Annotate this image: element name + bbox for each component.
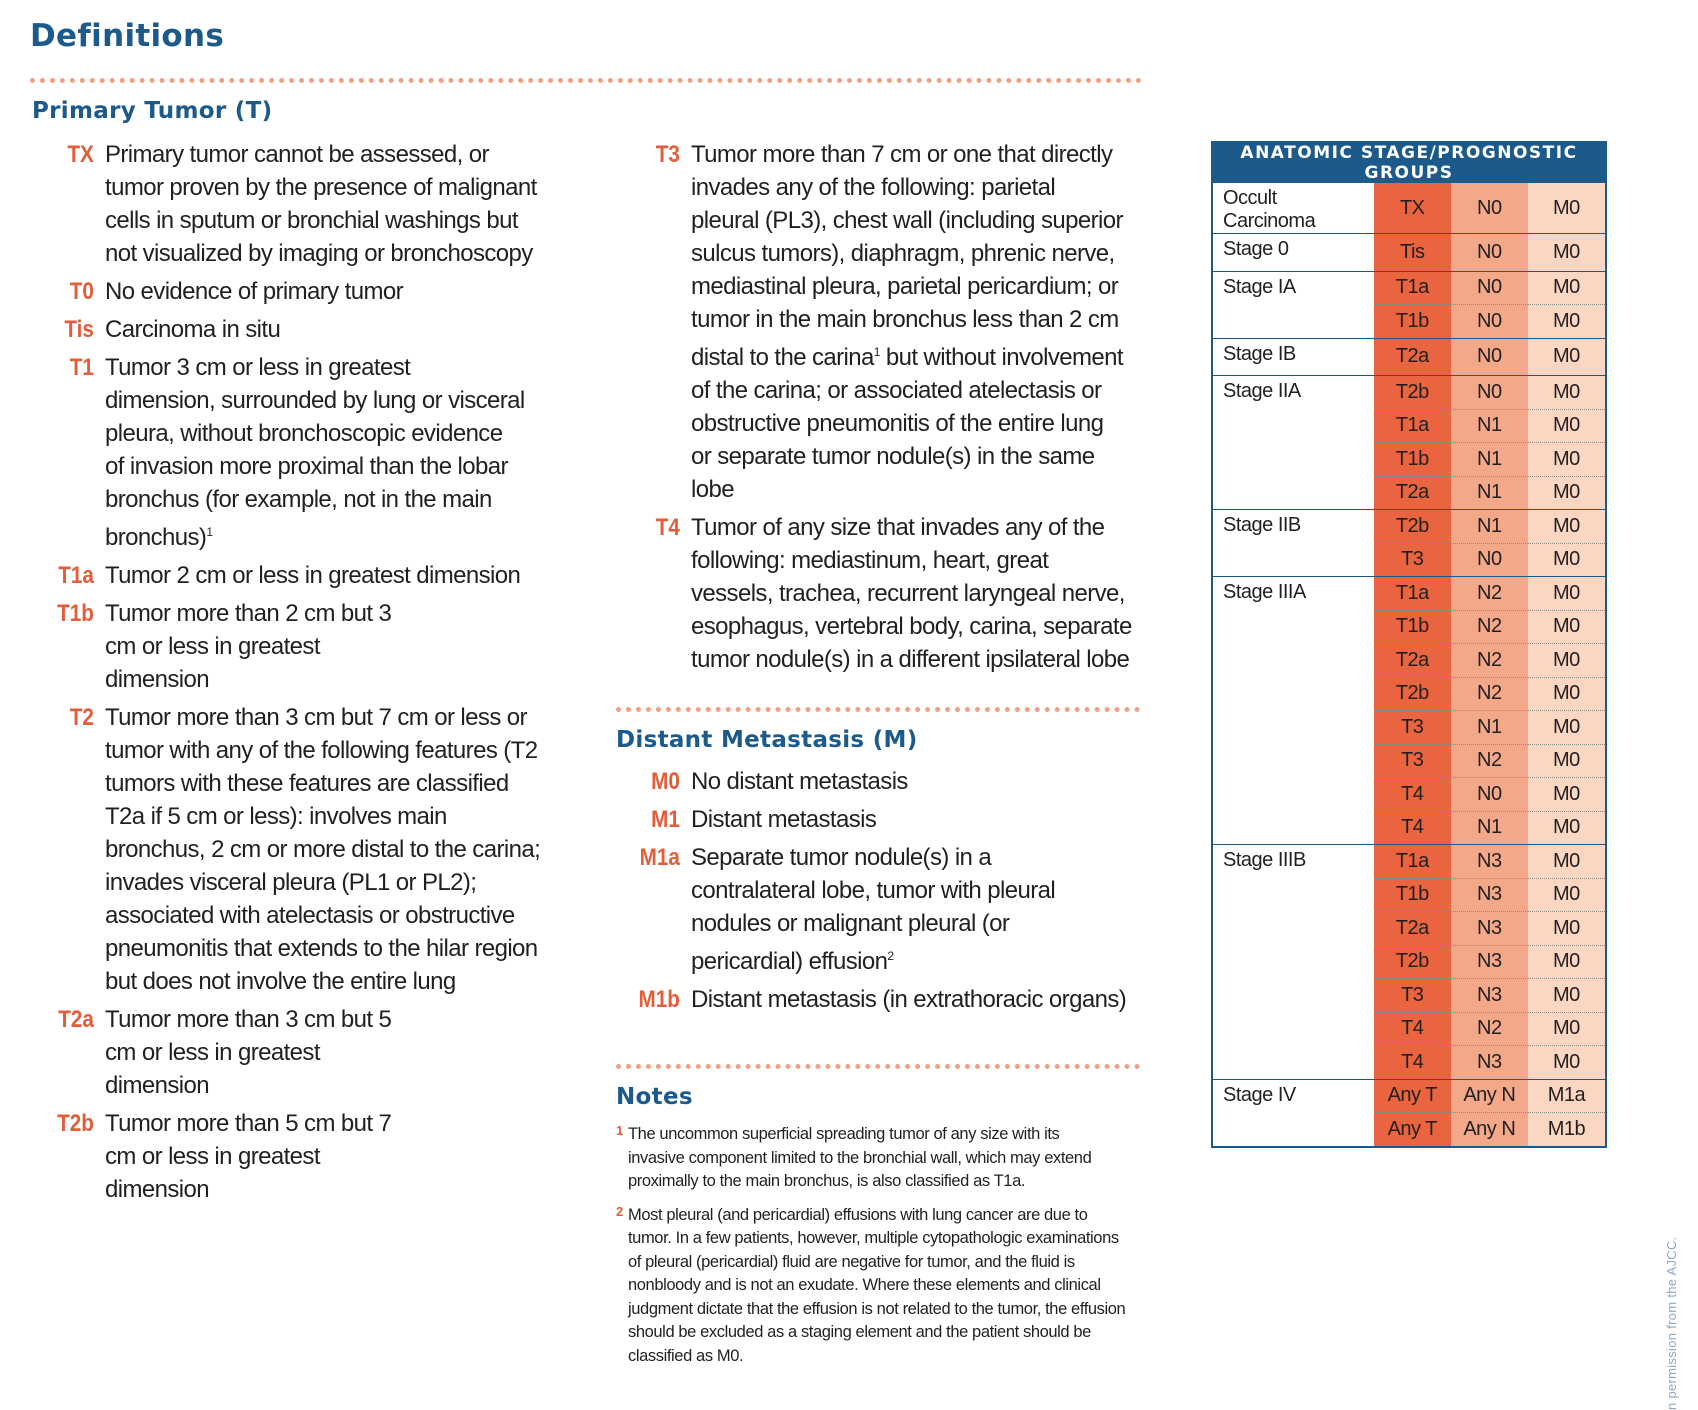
t-cell: T2b [1374,945,1451,979]
m-cell: M0 [1528,183,1606,234]
definition-code: T4 [655,514,680,541]
m-cell: M0 [1528,811,1606,845]
t-cell: TX [1374,183,1451,234]
m-cell: M0 [1528,305,1606,339]
definition-item [30,559,550,592]
table-row [1212,845,1606,879]
stage-label: Stage IV [1212,1079,1374,1147]
t-cell: T1b [1374,443,1451,477]
table-row [1212,271,1606,305]
m-cell: M0 [1528,376,1606,410]
t-cell: Tis [1374,234,1451,272]
t-cell: T4 [1374,1012,1451,1046]
m-cell: M0 [1528,744,1606,778]
notes-list [616,1123,1136,1378]
definition-code: M1b [638,986,680,1013]
note-text: The uncommon superficial spreading tumor of any size with its invasive component limited to the bronchial wall, which may extend proximally to the main bronchus, is also classified as T1a. [628,1125,1092,1190]
m-cell: M0 [1528,234,1606,272]
definition-text: Tumor 2 cm or less in greatest dimension [105,562,521,589]
n-cell: N1 [1451,711,1528,745]
definition-text: Tumor of any size that invades any of the following: mediastinum, heart, great vessels, trachea, recurrent laryngeal nerve, esophagus, vertebral body, carina, separate tumor nodule(s) in a different ipsilateral lobe [691,514,1132,673]
definition-item [30,597,550,696]
m-cell: M0 [1528,271,1606,305]
t-cell: T2a [1374,912,1451,946]
n-cell: N3 [1451,845,1528,879]
definition-code: T2a [58,1006,94,1033]
definition-text: Tumor more than 2 cm but 3 cm or less in greatest dimension [105,600,392,693]
n-cell: N0 [1451,183,1528,234]
n-cell: N2 [1451,577,1528,611]
n-cell: N0 [1451,376,1528,410]
definition-code: TX [67,141,94,168]
definition-item [616,803,1136,836]
t-cell: T4 [1374,1046,1451,1080]
m-cell: M0 [1528,878,1606,912]
definition-text: Tumor more than 5 cm but 7 cm or less in greatest dimension [105,1110,392,1203]
n-cell: N0 [1451,305,1528,339]
m-cell: M0 [1528,610,1606,644]
definition-item [616,138,1136,506]
table-row [1212,1079,1606,1113]
n-cell: N1 [1451,443,1528,477]
m-cell: M0 [1528,845,1606,879]
t-cell: T3 [1374,744,1451,778]
n-cell: N2 [1451,1012,1528,1046]
definition-code: T2 [69,704,94,731]
definition-item [30,313,550,346]
t-cell: Any T [1374,1079,1451,1113]
n-cell: N0 [1451,234,1528,272]
t-cell: T2a [1374,644,1451,678]
n-cell: N2 [1451,677,1528,711]
t-cell: T1b [1374,305,1451,339]
distant-metastasis-heading: Distant Metastasis (M) [616,727,918,753]
table-row [1212,577,1606,611]
primary-tumor-list [30,138,550,1206]
m-cell: M0 [1528,1012,1606,1046]
n-cell: N0 [1451,271,1528,305]
t-cell: T2b [1374,376,1451,410]
definition-item [30,1107,550,1206]
n-cell: N1 [1451,409,1528,443]
definition-item [616,511,1136,676]
definition-item [30,701,550,998]
m-cell: M1b [1528,1113,1606,1147]
t-cell: T4 [1374,811,1451,845]
definition-code: T3 [655,141,680,168]
t-cell: T1a [1374,577,1451,611]
n-cell: N2 [1451,744,1528,778]
n-cell: N3 [1451,912,1528,946]
table-row [1212,510,1606,544]
t-cell: T2a [1374,476,1451,510]
m-cell: M0 [1528,945,1606,979]
n-cell: N2 [1451,610,1528,644]
m-cell: M0 [1528,677,1606,711]
note-item [616,1204,1136,1369]
definition-item [30,1003,550,1102]
definition-item [30,275,550,308]
definition-code: Tis [64,316,94,343]
notes-heading: Notes [616,1084,693,1110]
distant-metastasis-list [616,765,1136,1016]
t-cell: T2a [1374,338,1451,376]
definition-code: T1 [69,354,94,381]
t-cell: T1b [1374,610,1451,644]
m-cell: M0 [1528,979,1606,1013]
divider-top [30,78,1142,83]
stage-label: Stage IIB [1212,510,1374,577]
definition-item [616,983,1136,1016]
stage-label: Stage IIIA [1212,577,1374,845]
primary-tumor-heading: Primary Tumor (T) [32,98,273,124]
side-caption: n permission from the AJCC. [1664,1236,1679,1410]
t-cell: T1a [1374,271,1451,305]
definition-text: Carcinoma in situ [105,316,281,343]
m-cell: M0 [1528,711,1606,745]
n-cell: Any N [1451,1113,1528,1147]
t-cell: T3 [1374,543,1451,577]
t-cell: T1a [1374,845,1451,879]
divider-notes [616,1064,1140,1069]
note-text: Most pleural (and pericardial) effusions with lung cancer are due to tumor. In a few patients, however, multiple cytopathologic examinations of pleural (pericardial) fluid are negative for tumor, and the fluid is nonbloody and is not an exudate. Where these elements and clinical judgment dictate that the effusion is not related to the tumor, the effusion should be excluded as a staging element and the patient should be classified as M0. [628,1205,1126,1365]
page-title: Definitions [30,18,225,54]
table-row [1212,234,1606,272]
definition-text: Tumor more than 3 cm but 7 cm or less or tumor with any of the following features (T2 tumors with these features are classified T2a if 5 cm or less): involves main bronchus, 2 cm or more distal to the carina; invades visceral pleura (PL1 or PL2); associated with atelectasis or obstructive pneumonitis that extends to the hilar region but does not involve the entire lung [105,704,541,995]
m-cell: M0 [1528,338,1606,376]
stage-label: Stage IIA [1212,376,1374,510]
n-cell: N0 [1451,338,1528,376]
n-cell: N3 [1451,945,1528,979]
table-header: ANATOMIC STAGE/PROGNOSTIC GROUPS [1212,142,1606,183]
m-cell: M0 [1528,543,1606,577]
n-cell: N1 [1451,476,1528,510]
stage-groups-table [1211,141,1607,1148]
m-cell: M0 [1528,778,1606,812]
definition-item [30,351,550,554]
note-number: 2 [616,1203,624,1219]
note-item [616,1123,1136,1194]
n-cell: N2 [1451,644,1528,678]
definition-code: T2b [57,1110,94,1137]
definition-text: Distant metastasis (in extrathoracic organs) [691,986,1127,1013]
m-cell: M1a [1528,1079,1606,1113]
definition-item [30,138,550,270]
definition-item [616,841,1136,978]
t-cell: T4 [1374,778,1451,812]
m-cell: M0 [1528,443,1606,477]
definition-code: T1a [58,562,94,589]
definition-text: Tumor more than 3 cm but 5 cm or less in greatest dimension [105,1006,392,1099]
n-cell: N3 [1451,878,1528,912]
stage-label: Stage IIIB [1212,845,1374,1080]
n-cell: N0 [1451,543,1528,577]
definition-text: Tumor 3 cm or less in greatest dimension, surrounded by lung or visceral pleura, without bronchoscopic evidence of invasion more proximal than the lobar bronchus (for example, not in the main bronchus)$^1$ [105,354,525,551]
m-cell: M0 [1528,510,1606,544]
stage-label: Stage IA [1212,271,1374,338]
m-cell: M0 [1528,1046,1606,1080]
definition-code: M0 [651,768,680,795]
definition-text: Distant metastasis [691,806,877,833]
definition-code: M1a [639,844,680,871]
footnote-ref: 1 [206,525,213,539]
divider-metastasis [616,707,1140,712]
definition-text: No distant metastasis [691,768,908,795]
definition-text: No evidence of primary tumor [105,278,403,305]
stage-label: Stage IB [1212,338,1374,376]
t-cell: T1a [1374,409,1451,443]
stage-label: Occult Carcinoma [1212,183,1374,234]
definition-item [616,765,1136,798]
table-row [1212,183,1606,234]
m-cell: M0 [1528,644,1606,678]
n-cell: N1 [1451,811,1528,845]
primary-tumor-list-continued [616,138,1136,676]
m-cell: M0 [1528,409,1606,443]
table-row [1212,376,1606,410]
n-cell: Any N [1451,1079,1528,1113]
stage-label: Stage 0 [1212,234,1374,272]
definition-code: T0 [69,278,94,305]
m-cell: M0 [1528,577,1606,611]
t-cell: T2b [1374,510,1451,544]
t-cell: T2b [1374,677,1451,711]
t-cell: Any T [1374,1113,1451,1147]
m-cell: M0 [1528,476,1606,510]
definition-code: T1b [57,600,94,627]
definition-text: Primary tumor cannot be assessed, or tumor proven by the presence of malignant cells in sputum or bronchial washings but not visualized by imaging or bronchoscopy [105,141,537,267]
footnote-ref: 1 [873,345,880,359]
footnote-ref: 2 [887,949,894,963]
definition-code: M1 [651,806,680,833]
t-cell: T3 [1374,979,1451,1013]
table-row [1212,338,1606,376]
n-cell: N3 [1451,979,1528,1013]
definition-text: Tumor more than 7 cm or one that directly invades any of the following: parietal pleural (PL3), chest wall (including superior sulcus tumors), diaphragm, phrenic nerve, mediastinal pleura, parietal pericardium; or tumor in the main bronchus less than 2 cm distal to the carina$^1$ but without involvement of the carina; or associated atelectasis or obstructive pneumonitis of the entire lung or separate tumor nodule(s) in the same lobe [691,141,1123,503]
t-cell: T1b [1374,878,1451,912]
n-cell: N0 [1451,778,1528,812]
m-cell: M0 [1528,912,1606,946]
n-cell: N3 [1451,1046,1528,1080]
t-cell: T3 [1374,711,1451,745]
note-number: 1 [616,1123,624,1138]
n-cell: N1 [1451,510,1528,544]
definition-text: Separate tumor nodule(s) in a contralateral lobe, tumor with pleural nodules or malignant pleural (or pericardial) effusion$^2$ [691,844,1056,975]
